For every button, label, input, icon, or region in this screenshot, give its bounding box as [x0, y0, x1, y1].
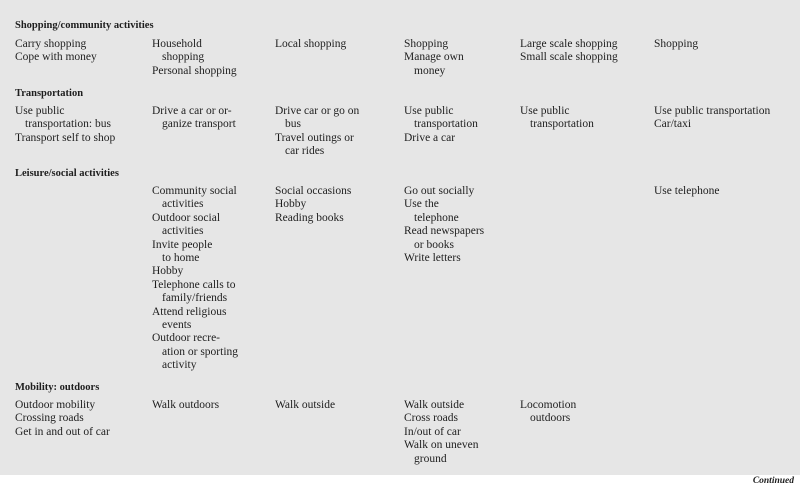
table-cell — [152, 185, 238, 373]
cell-line: Walk on uneven — [404, 439, 479, 452]
cell-line: Small scale shopping — [520, 51, 618, 64]
cell-line: Attend religious — [152, 305, 227, 318]
cell-line: Household — [152, 38, 202, 50]
cell-line: car rides — [285, 145, 325, 158]
cell-line: activities — [162, 225, 204, 238]
cell-line: Hobby — [275, 198, 307, 211]
table-cell — [152, 105, 236, 132]
cell-line: transportation — [414, 118, 478, 131]
continued-note: Continued — [752, 476, 794, 486]
cell-line: Car/taxi — [654, 118, 692, 131]
cell-line: transportation: bus — [25, 118, 111, 131]
cell-line: Carry shopping — [15, 38, 87, 50]
cell-line: Invite people — [152, 238, 213, 251]
table-cell — [15, 399, 110, 439]
table-cell — [15, 105, 115, 145]
cell-line: Walk outside — [404, 399, 465, 411]
table-cell — [275, 399, 335, 412]
table-cell — [404, 185, 484, 265]
section-heading: Mobility: outdoors — [15, 382, 100, 393]
cell-line: Shopping — [654, 38, 699, 50]
cell-line: Cross roads — [404, 412, 458, 425]
cell-line: In/out of car — [404, 425, 461, 438]
cell-line: Use telephone — [654, 185, 720, 197]
table-cell — [15, 38, 97, 65]
table-cell — [404, 105, 478, 145]
table-cell — [654, 105, 770, 132]
table-cell — [404, 399, 478, 466]
cell-line: Manage own — [404, 51, 464, 64]
cell-line: Community social — [152, 185, 237, 197]
table-cell — [152, 399, 219, 412]
cell-line: Drive a car or or- — [152, 105, 232, 117]
cell-line: Large scale shopping — [520, 38, 618, 50]
cell-line: outdoors — [530, 412, 571, 425]
table-cell — [520, 399, 576, 426]
cell-line: Drive car or go on — [275, 105, 360, 117]
table-cell — [654, 38, 698, 51]
table-cell — [275, 185, 351, 225]
table-cell — [275, 38, 346, 51]
cell-line: ganize transport — [162, 118, 236, 131]
cell-line: Use the — [404, 198, 439, 211]
cell-line: Go out socially — [404, 185, 475, 197]
cell-line: or books — [414, 238, 454, 251]
table-cell — [275, 105, 359, 159]
cell-line: Use public — [520, 105, 570, 117]
cell-line: money — [414, 64, 446, 77]
cell-line: Get in and out of car — [15, 425, 110, 438]
cell-line: Write letters — [404, 252, 461, 265]
cell-line: Use public — [404, 105, 454, 117]
section-heading: Leisure/social activities — [15, 168, 119, 179]
cell-line: bus — [285, 118, 301, 131]
section-heading: Transportation — [15, 88, 84, 99]
table-cell — [152, 38, 237, 78]
cell-line: Use public transportation — [654, 105, 771, 117]
table-cell — [520, 38, 618, 65]
table-cell — [404, 38, 464, 78]
cell-line: shopping — [162, 51, 205, 64]
cell-line: telephone — [414, 211, 459, 224]
cell-line: activities — [162, 198, 204, 211]
cell-line: Use public — [15, 105, 65, 117]
cell-line: Drive a car — [404, 131, 456, 144]
cell-line: Shopping — [404, 38, 449, 50]
cell-line: Crossing roads — [15, 412, 84, 425]
cell-line: Personal shopping — [152, 64, 237, 77]
cell-line: Travel outings or — [275, 131, 354, 144]
cell-line: Walk outside — [275, 399, 336, 411]
cell-line: Walk outdoors — [152, 399, 220, 411]
table-cell — [654, 185, 719, 198]
cell-line: to home — [162, 252, 200, 265]
cell-line: transportation — [530, 118, 594, 131]
cell-line: Local shopping — [275, 38, 347, 50]
cell-line: Outdoor recre- — [152, 332, 221, 345]
cell-line: ation or sporting — [162, 345, 239, 358]
cell-line: activity — [162, 359, 197, 372]
cell-line: Outdoor mobility — [15, 399, 96, 411]
cell-line: Read newspapers — [404, 225, 485, 238]
cell-line: Telephone calls to — [152, 278, 236, 291]
cell-line: Hobby — [152, 265, 184, 278]
cell-line: Cope with money — [15, 51, 97, 64]
cell-line: Outdoor social — [152, 211, 221, 224]
cell-line: family/friends — [162, 292, 228, 305]
cell-line: events — [162, 319, 192, 332]
cell-line: Reading books — [275, 211, 344, 224]
cell-line: Locomotion — [520, 399, 577, 411]
section-heading: Shopping/community activities — [15, 20, 154, 31]
cell-line: ground — [414, 452, 447, 465]
cell-line: Social occasions — [275, 185, 352, 197]
table-cell — [520, 105, 594, 132]
cell-line: Transport self to shop — [15, 131, 116, 144]
